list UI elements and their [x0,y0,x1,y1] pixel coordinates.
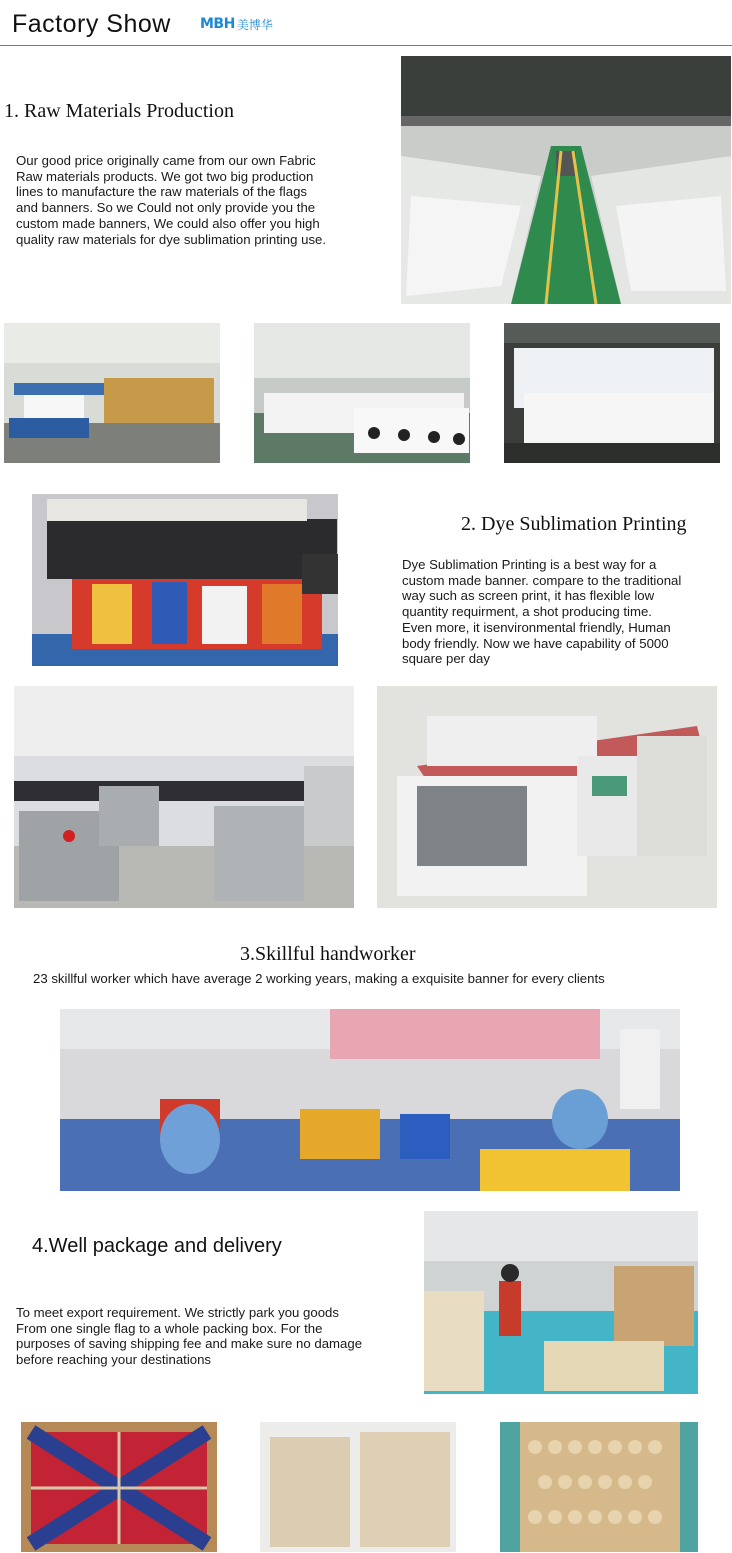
weaving-hall-photo [401,56,731,304]
raw-line: lines to manufacture the raw materials of the flags [16,184,308,200]
laser-cutter-photo [377,686,717,908]
header-divider [0,45,732,46]
handworker-heading: 3.Skillful handworker [240,943,416,965]
fabric-rolls-photo [254,323,470,463]
page-title: Factory Show [12,10,171,38]
workshop-photo [60,1009,680,1191]
package-text [16,1305,416,1368]
loom-photo [504,323,720,463]
dye-line: Dye Sublimation Printing is a best way for a [402,557,657,572]
fabric-machine-photo [4,323,220,463]
raw-line: Raw materials products. We got two big production [16,168,314,184]
handworker-text [33,971,713,987]
raw-line: quality raw materials for dye sublimation printing use. [16,231,327,247]
raw-materials-text [16,153,386,247]
dye-line: body friendly. Now we have capability of 5000 [402,635,669,651]
packing-floor-photo [424,1211,698,1394]
raw-line: and banners. So we Could not only provide you the [16,200,316,216]
flag-box-photo [21,1422,217,1552]
raw-line: Our good price originally came from our own Fabric [16,153,316,168]
dye-line: custom made banner. compare to the traditional [402,572,682,588]
package-line: purposes of saving shipping fee and make sure no damage [16,1336,363,1352]
dye-line: square per day [402,651,490,667]
package-heading: 4.Well package and delivery [32,1235,282,1257]
dye-line: way such as screen print, it has flexible low [402,588,655,604]
package-line: before reaching your destinations [16,1352,212,1368]
dye-line: quantity requirment, a shot producing time. [402,604,652,620]
raw-line: custom made banners, We could also offer you high [16,215,320,231]
dye-sublimation-text [402,557,727,667]
sublimation-printer-photo [32,494,338,666]
handworker-line: 23 skillful worker which have average 2 working years, making a exquisite banner for every clients [33,971,605,986]
container-rolls-photo [500,1422,698,1552]
dye-sublimation-heading: 2. Dye Sublimation Printing [461,513,687,535]
raw-materials-heading: 1. Raw Materials Production [4,100,234,122]
brand-logo [200,12,280,36]
dye-line: Even more, it isenvironmental friendly, Human [402,619,671,635]
package-line: From one single flag to a whole packing box. For the [16,1320,323,1336]
logo-text: 美博华 [236,17,273,32]
printers-row-photo [14,686,354,908]
package-line: To meet export requirement. We strictly park you goods [16,1305,339,1320]
logo-mark: MBH [200,16,235,32]
wrapped-boxes-photo [260,1422,456,1552]
